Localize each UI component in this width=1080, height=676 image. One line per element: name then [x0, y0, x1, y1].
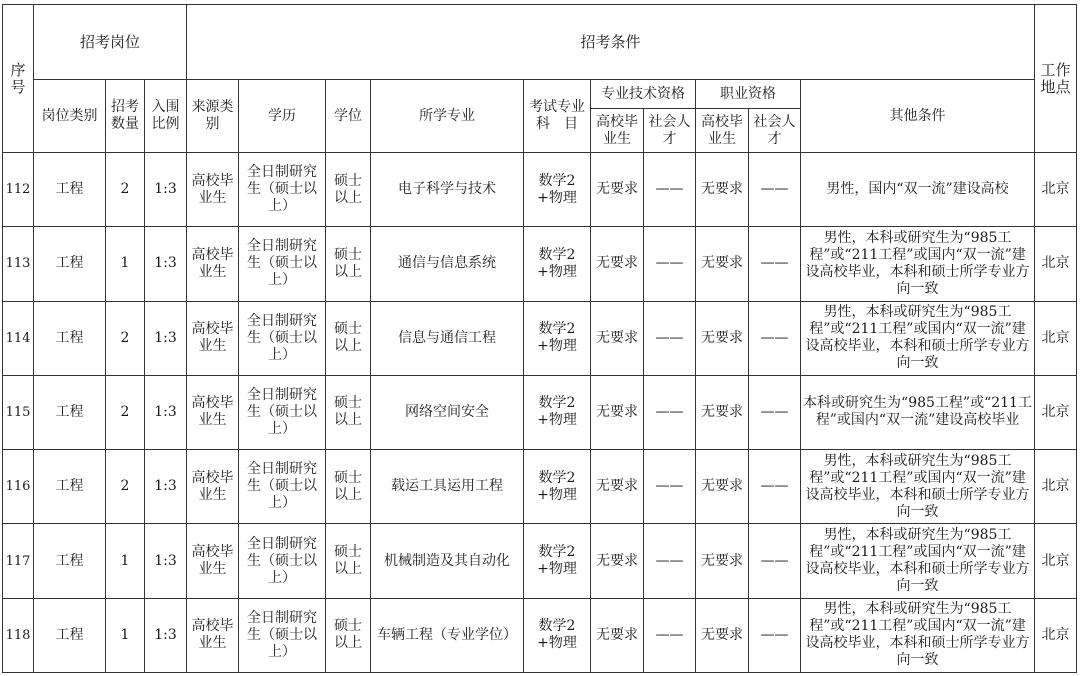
cell-job-social: —— — [749, 153, 801, 227]
header-job-social: 社会人才 — [749, 109, 801, 153]
cell-exam: 数学2+物理 — [524, 153, 591, 227]
cell-post-type: 工程 — [34, 153, 106, 227]
cell-degree: 硕士以上 — [326, 598, 371, 672]
cell-exam: 数学2+物理 — [524, 450, 591, 524]
cell-tech-social: —— — [644, 598, 696, 672]
cell-seq: 112 — [3, 153, 34, 227]
header-education: 学历 — [239, 80, 326, 153]
cell-ratio: 1:3 — [145, 450, 187, 524]
cell-other-conditions: 男性，国内“双一流”建设高校 — [801, 153, 1035, 227]
cell-exam: 数学2+物理 — [524, 227, 591, 301]
header-seq: 序号 — [3, 5, 34, 153]
cell-tech-graduate: 无要求 — [591, 153, 644, 227]
cell-tech-graduate: 无要求 — [591, 598, 644, 672]
cell-seq: 116 — [3, 450, 34, 524]
cell-other-conditions: 本科或研究生为“985工程”或“211工程”或国内“双一流”建设高校毕业 — [801, 375, 1035, 449]
cell-source: 高校毕业生 — [187, 301, 239, 375]
cell-work-place: 北京 — [1035, 524, 1077, 598]
cell-job-graduate: 无要求 — [696, 450, 749, 524]
cell-job-graduate: 无要求 — [696, 524, 749, 598]
cell-job-social: —— — [749, 227, 801, 301]
cell-count: 1 — [106, 524, 145, 598]
cell-education: 全日制研究生（硕士以上） — [239, 524, 326, 598]
cell-job-social: —— — [749, 524, 801, 598]
cell-work-place: 北京 — [1035, 227, 1077, 301]
cell-major: 网络空间安全 — [371, 375, 524, 449]
header-exam-subjects: 考试专业科 目 — [524, 80, 591, 153]
header-work-place: 工作地点 — [1035, 5, 1077, 153]
cell-tech-social: —— — [644, 153, 696, 227]
cell-major: 载运工具运用工程 — [371, 450, 524, 524]
header-job-qualification: 职业资格 — [696, 80, 801, 109]
cell-degree: 硕士以上 — [326, 301, 371, 375]
cell-tech-social: —— — [644, 450, 696, 524]
cell-work-place: 北京 — [1035, 450, 1077, 524]
table-row — [3, 450, 1077, 524]
cell-degree: 硕士以上 — [326, 450, 371, 524]
cell-post-type: 工程 — [34, 450, 106, 524]
header-ratio: 入围比例 — [145, 80, 187, 153]
cell-ratio: 1:3 — [145, 301, 187, 375]
cell-education: 全日制研究生（硕士以上） — [239, 227, 326, 301]
header-source: 来源类别 — [187, 80, 239, 153]
table-row — [3, 375, 1077, 449]
cell-exam: 数学2+物理 — [524, 375, 591, 449]
cell-source: 高校毕业生 — [187, 524, 239, 598]
cell-seq: 118 — [3, 598, 34, 672]
cell-count: 2 — [106, 301, 145, 375]
cell-seq: 113 — [3, 227, 34, 301]
cell-education: 全日制研究生（硕士以上） — [239, 153, 326, 227]
table-row — [3, 598, 1077, 672]
cell-education: 全日制研究生（硕士以上） — [239, 375, 326, 449]
cell-major: 信息与通信工程 — [371, 301, 524, 375]
cell-job-graduate: 无要求 — [696, 301, 749, 375]
cell-work-place: 北京 — [1035, 153, 1077, 227]
cell-work-place: 北京 — [1035, 301, 1077, 375]
cell-job-graduate: 无要求 — [696, 375, 749, 449]
cell-tech-graduate: 无要求 — [591, 227, 644, 301]
cell-source: 高校毕业生 — [187, 227, 239, 301]
header-tech-qualification: 专业技术资格 — [591, 80, 696, 109]
cell-tech-social: —— — [644, 375, 696, 449]
cell-seq: 115 — [3, 375, 34, 449]
cell-tech-graduate: 无要求 — [591, 450, 644, 524]
cell-seq: 117 — [3, 524, 34, 598]
cell-job-graduate: 无要求 — [696, 598, 749, 672]
cell-major: 通信与信息系统 — [371, 227, 524, 301]
cell-post-type: 工程 — [34, 227, 106, 301]
cell-job-graduate: 无要求 — [696, 153, 749, 227]
header-condition-group: 招考条件 — [187, 5, 1035, 80]
cell-exam: 数学2+物理 — [524, 598, 591, 672]
cell-ratio: 1:3 — [145, 598, 187, 672]
header-degree: 学位 — [326, 80, 371, 153]
cell-count: 2 — [106, 153, 145, 227]
cell-job-social: —— — [749, 301, 801, 375]
cell-ratio: 1:3 — [145, 227, 187, 301]
table-row — [3, 153, 1077, 227]
cell-other-conditions: 男性，本科或研究生为“985工程”或“211工程”或国内“双一流”建设高校毕业，本科和硕士所学专业方向一致 — [801, 301, 1035, 375]
cell-other-conditions: 男性，本科或研究生为“985工程”或“211工程”或国内“双一流”建设高校毕业，本科和硕士所学专业方向一致 — [801, 598, 1035, 672]
cell-work-place: 北京 — [1035, 375, 1077, 449]
cell-other-conditions: 男性，本科或研究生为“985工程”或“211工程”或国内“双一流”建设高校毕业，本科和硕士所学专业方向一致 — [801, 227, 1035, 301]
header-tech-graduate: 高校毕业生 — [591, 109, 644, 153]
header-major: 所学专业 — [371, 80, 524, 153]
cell-count: 2 — [106, 375, 145, 449]
cell-count: 1 — [106, 227, 145, 301]
cell-other-conditions: 男性，本科或研究生为“985工程”或“211工程”或国内“双一流”建设高校毕业，本科和硕士所学专业方向一致 — [801, 450, 1035, 524]
cell-tech-graduate: 无要求 — [591, 375, 644, 449]
table-row — [3, 524, 1077, 598]
cell-job-social: —— — [749, 375, 801, 449]
cell-ratio: 1:3 — [145, 524, 187, 598]
cell-education: 全日制研究生（硕士以上） — [239, 598, 326, 672]
cell-source: 高校毕业生 — [187, 450, 239, 524]
cell-tech-social: —— — [644, 227, 696, 301]
cell-ratio: 1:3 — [145, 153, 187, 227]
cell-degree: 硕士以上 — [326, 524, 371, 598]
cell-ratio: 1:3 — [145, 375, 187, 449]
header-count: 招考数量 — [106, 80, 145, 153]
cell-post-type: 工程 — [34, 524, 106, 598]
cell-major: 机械制造及其自动化 — [371, 524, 524, 598]
cell-other-conditions: 男性，本科或研究生为“985工程”或“211工程”或国内“双一流”建设高校毕业，本科和硕士所学专业方向一致 — [801, 524, 1035, 598]
cell-post-type: 工程 — [34, 375, 106, 449]
header-tech-social: 社会人才 — [644, 109, 696, 153]
cell-count: 1 — [106, 598, 145, 672]
cell-job-graduate: 无要求 — [696, 227, 749, 301]
cell-major: 车辆工程（专业学位） — [371, 598, 524, 672]
header-post-group: 招考岗位 — [34, 5, 187, 80]
cell-tech-graduate: 无要求 — [591, 524, 644, 598]
cell-exam: 数学2+物理 — [524, 524, 591, 598]
cell-education: 全日制研究生（硕士以上） — [239, 450, 326, 524]
header-other-conditions: 其他条件 — [801, 80, 1035, 153]
cell-degree: 硕士以上 — [326, 375, 371, 449]
recruitment-table — [2, 4, 1077, 673]
cell-job-social: —— — [749, 598, 801, 672]
cell-degree: 硕士以上 — [326, 153, 371, 227]
cell-source: 高校毕业生 — [187, 375, 239, 449]
cell-tech-graduate: 无要求 — [591, 301, 644, 375]
cell-tech-social: —— — [644, 524, 696, 598]
cell-count: 2 — [106, 450, 145, 524]
cell-work-place: 北京 — [1035, 598, 1077, 672]
cell-post-type: 工程 — [34, 301, 106, 375]
header-post-type: 岗位类别 — [34, 80, 106, 153]
table-row — [3, 227, 1077, 301]
cell-seq: 114 — [3, 301, 34, 375]
cell-source: 高校毕业生 — [187, 598, 239, 672]
cell-post-type: 工程 — [34, 598, 106, 672]
table-row — [3, 301, 1077, 375]
header-job-graduate: 高校毕业生 — [696, 109, 749, 153]
cell-source: 高校毕业生 — [187, 153, 239, 227]
cell-education: 全日制研究生（硕士以上） — [239, 301, 326, 375]
cell-degree: 硕士以上 — [326, 227, 371, 301]
cell-exam: 数学2+物理 — [524, 301, 591, 375]
cell-tech-social: —— — [644, 301, 696, 375]
cell-major: 电子科学与技术 — [371, 153, 524, 227]
cell-job-social: —— — [749, 450, 801, 524]
